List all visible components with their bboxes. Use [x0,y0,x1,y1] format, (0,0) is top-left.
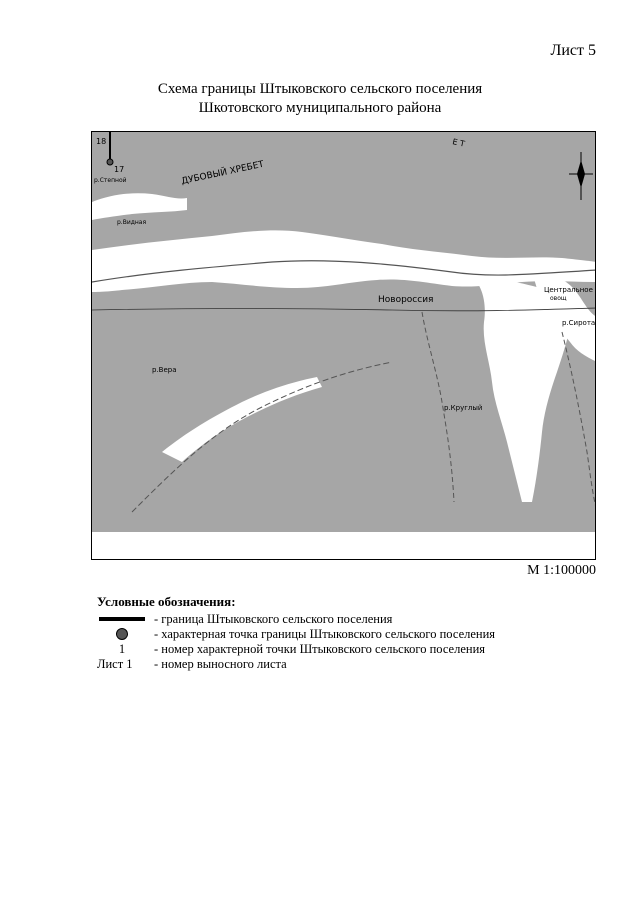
sheet-number: Лист 5 [550,42,596,59]
label-river-vidnaya: р.Видная [117,219,147,226]
legend [97,594,496,672]
label-ridge-et: Е Т [451,137,466,149]
label-river-sirota: р.Сирота [562,319,596,327]
map-frame [91,131,596,560]
label-point-number: 17 [114,165,125,174]
boundary-line-symbol [99,617,145,621]
legend-item-point-number: 1 - номер характерной точки Штыковского сельского поселения [118,642,486,656]
legend-title: Условные обозначения: [97,594,236,609]
legend-item-point: - характерная точка границы Штыковского сельского поселения [97,627,236,642]
boundary-point-symbol [116,628,128,640]
map-scale: М 1:100000 [527,563,596,578]
label-river-vera: р.Вера [152,366,177,374]
label-ridge: ДУБОВЫЙ ХРЕБЕТ [180,159,265,187]
legend-item-boundary: - граница Штыковского сельского поселения [97,612,236,627]
label-centralnoe: Центральное [544,286,593,294]
label-stream-stepnoy: р.Степной [94,177,127,184]
boundary-point [107,159,113,165]
page-title [0,80,640,118]
title-line-2: Шкотовского муниципального района [198,100,442,116]
label-novorossiya: Новороссия [378,295,434,305]
label-sheet-ref: 18 [96,137,107,146]
label-centralnoe-2: овощ [550,295,567,302]
legend-item-sheet: Лист 1 - номер выносного листа [97,657,287,671]
title-line-1: Схема границы Штыковского сельского поселения [157,81,483,97]
label-river-krugly: р.Круглый [444,404,483,412]
map-canvas [92,132,596,532]
